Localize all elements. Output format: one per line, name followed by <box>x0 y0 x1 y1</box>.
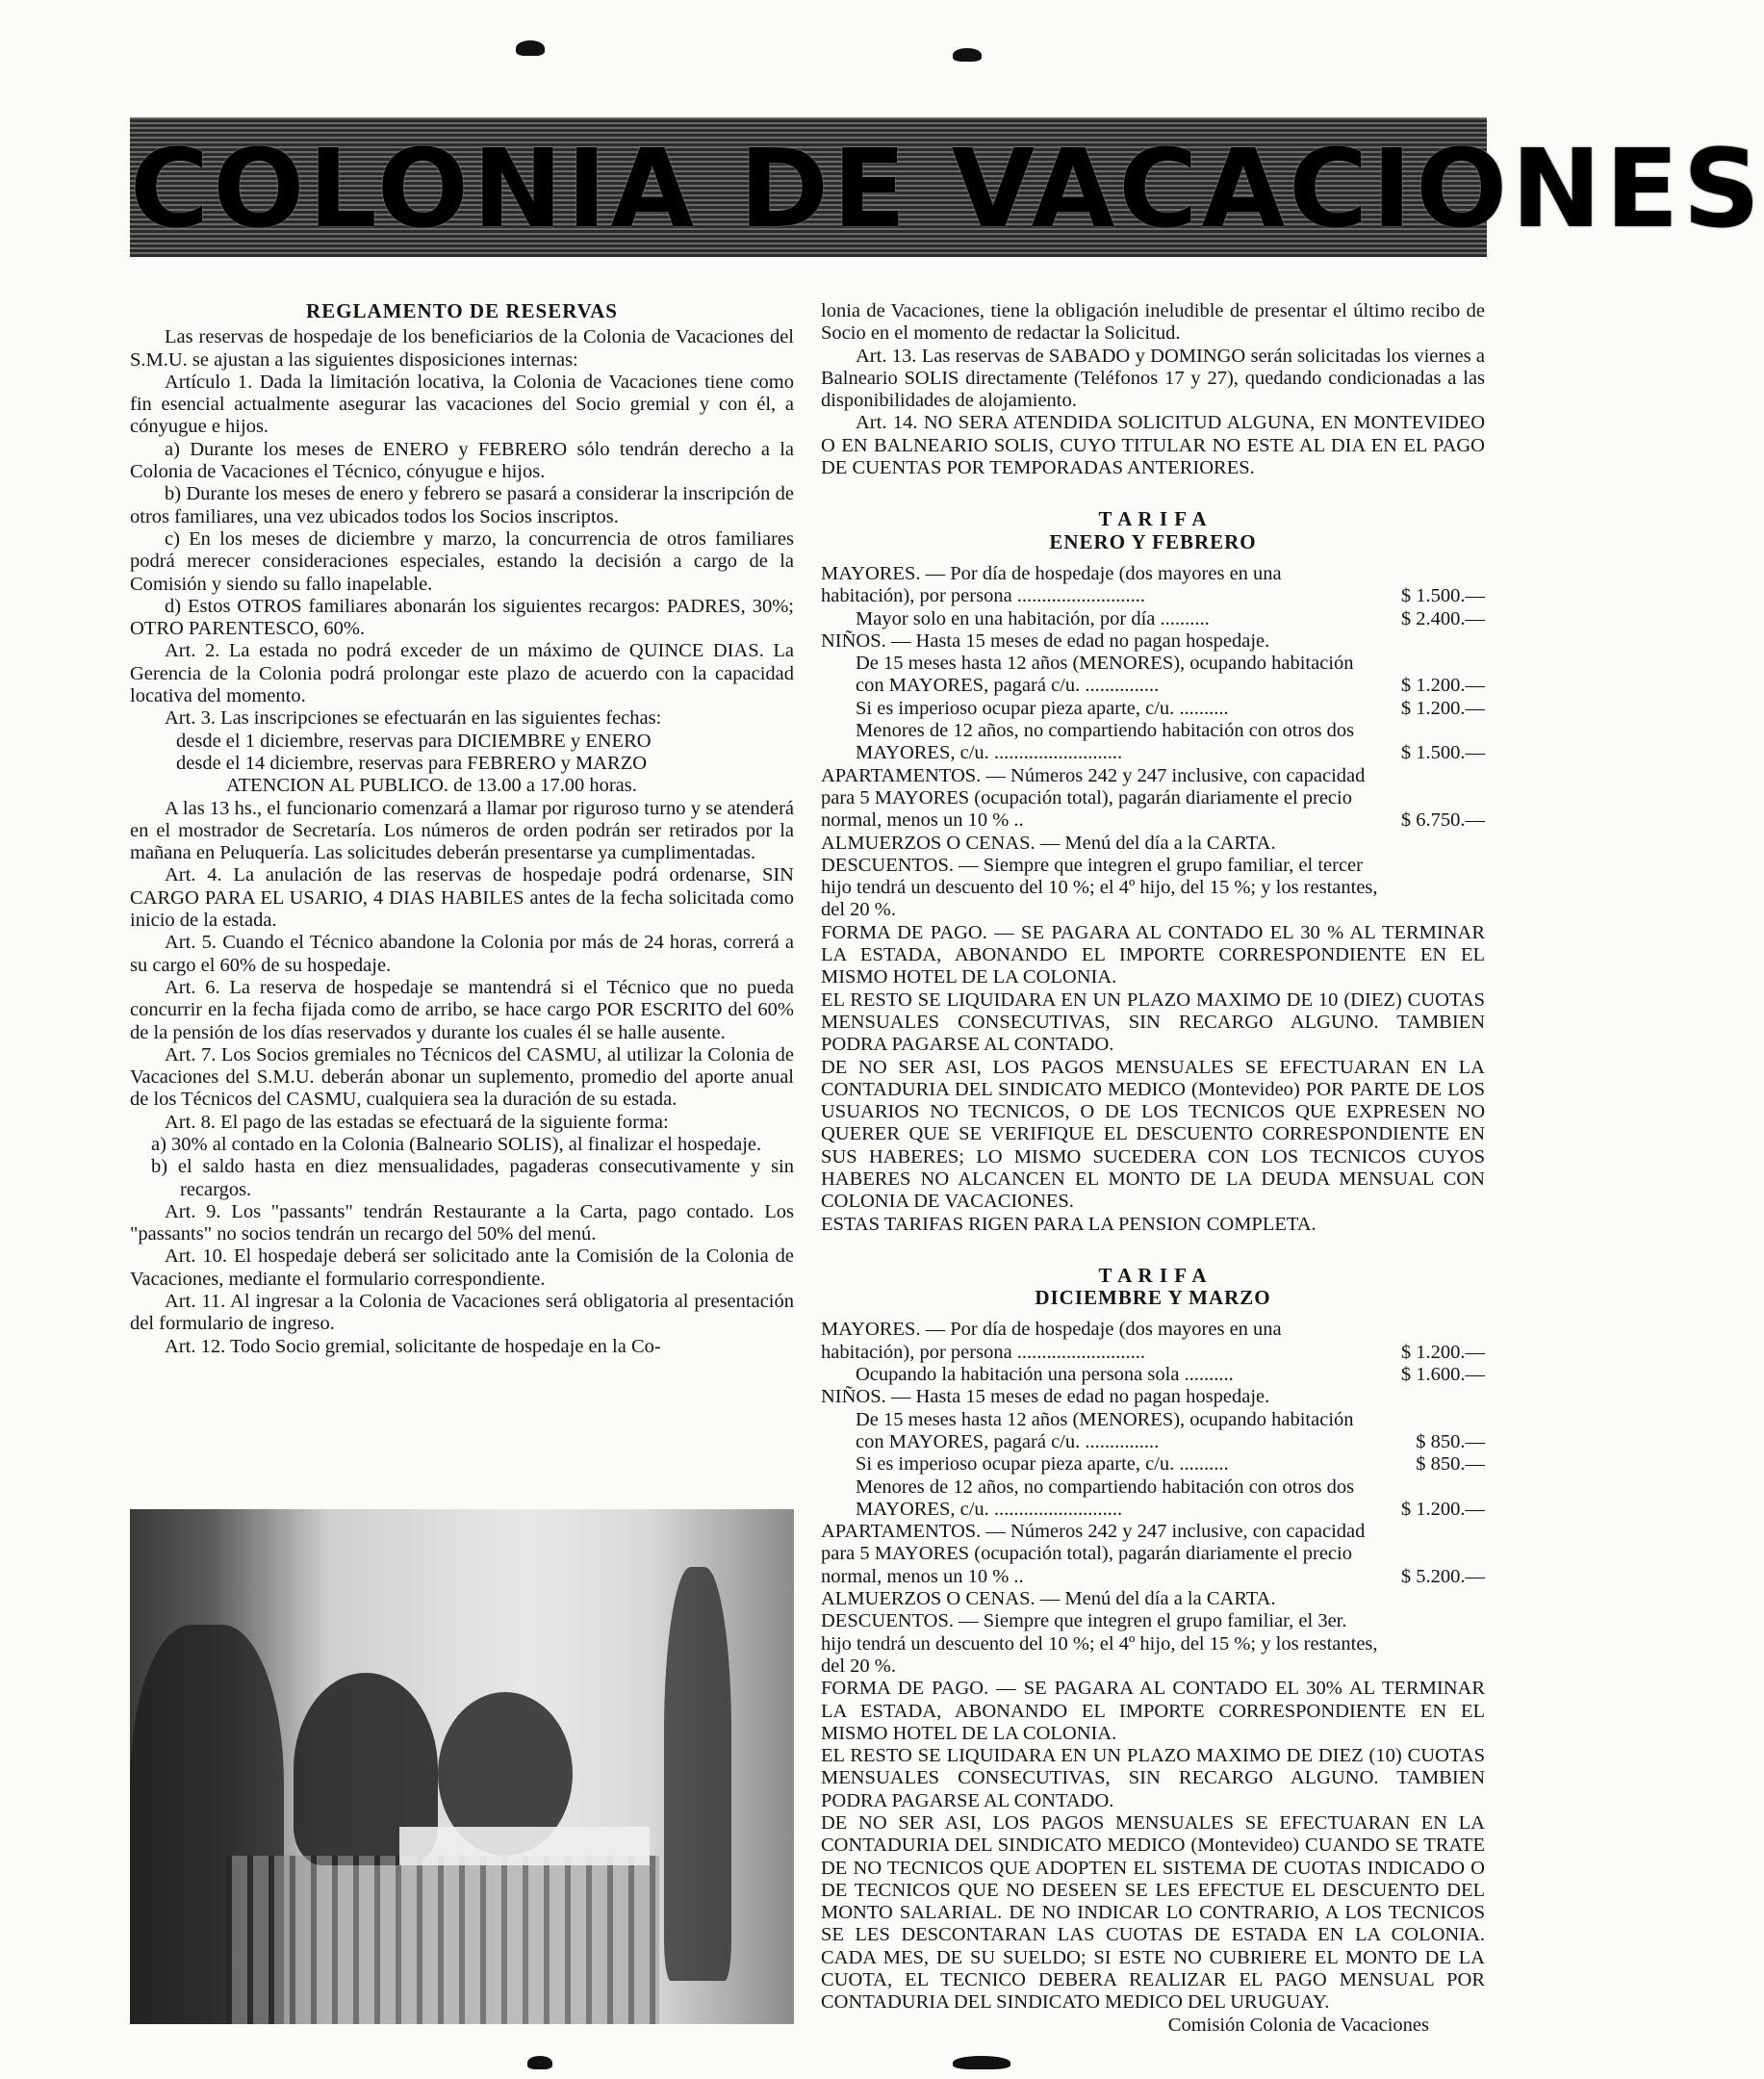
paragraph-intro: Las reservas de hospedaje de los beneficiarios de la Colonia de Vacaciones del S.M.U. se ajustan a las siguientes disposiciones internas: <box>130 326 794 371</box>
page-title: COLONIA DE VACACIONES <box>130 127 1764 252</box>
article-3-line-3: ATENCION AL PUBLICO. de 13.00 a 17.00 horas. <box>226 775 637 797</box>
article-3: Art. 3. Las inscripciones se efectuarán en las siguientes fechas: <box>165 707 662 730</box>
photo-chairs <box>226 1856 659 2024</box>
tariff-1-row-ninos: NIÑOS. — Hasta 15 meses de edad no pagan hospedaje. <box>821 629 1270 652</box>
tariff-1-payment-2: EL RESTO SE LIQUIDARA EN UN PLAZO MAXIMO DE 10 (DIEZ) CUOTAS MENSUALES CONSECUTIVAS, SIN RECARGO ALGUNO. TAMBIEN PODRA PAGARSE AL CONTADO. <box>821 988 1485 1056</box>
tariff-2-row-almuerzos: ALMUERZOS O CENAS. — Menú del día a la CARTA. <box>821 1588 1276 1610</box>
tariff-1-subtitle: ENERO Y FEBRERO <box>1049 529 1257 553</box>
article-3-line-2: desde el 14 diciembre, reservas para FEBRERO y MARZO <box>176 752 648 774</box>
tariff-2-payment-3: DE NO SER ASI, LOS PAGOS MENSUALES SE EFECTUARAN EN LA CONTADURIA DEL SINDICATO MEDICO (Montevideo) CUANDO SE TRATE DE NO TECNICOS QUE ADOPTEN EL SISTEMA DE CUOTAS INDICADO O DE TECNICOS QUE NO DESEEN SE LES EFECTUE EL DESCUENTO DEL MONTO SALARIAL. DE NO INDICAR LO CONTRARIO, A LOS TECNICOS SE LES DESCONTARAN LAS CUOTAS DE ESTADA EN LA COLONIA. CADA MES, DE SU SUELDO; SI ESTE NO CUBRIERE EL MONTO DE LA CUOTA, EL TECNICO DEBERA REALIZAR EL PAGO MENSUAL POR CONTADURIA DEL SINDICATO MEDICO DEL URUGUAY. <box>821 1812 1485 2014</box>
tariff-2-row-menores: De 15 meses hasta 12 años (MENORES), ocupando habitación con MAYORES, pagará c/u. ............... $ 850.— <box>856 1408 1485 1452</box>
article-3-detail: A las 13 hs., el funcionario comenzará a llamar por riguroso turno y se atenderá en el mostrador de Secretaría. Los números de orden podrán ser retirados por la mañana en Peluquería. Las solicitudes deberán presentarse ya cumplimentadas. <box>130 797 794 864</box>
article-2: Art. 2. La estada no podrá exceder de un máximo de QUINCE DIAS. La Gerencia de la Colonia podrá prolongar este plazo de acuerdo con la capacidad locativa del momento. <box>130 640 794 707</box>
article-14: Art. 14. NO SERA ATENDIDA SOLICITUD ALGUNA, EN MONTEVIDEO O EN BALNEARIO SOLIS, CUYO TITULAR NO ESTE AL DIA EN EL PAGO DE CUENTAS POR TEMPORADAS ANTERIORES. <box>821 412 1485 479</box>
article-1c: c) En los meses de diciembre y marzo, la concurrencia de otros familiares podrá merecer consideraciones especiales, estando la decisión a cargo de la Comisión y siendo su fallo inapelable. <box>130 527 794 595</box>
tariff-1-row-almuerzos: ALMUERZOS O CENAS. — Menú del día a la CARTA. <box>821 832 1276 854</box>
article-13: Art. 13. Las reservas de SABADO y DOMINGO serán solicitadas los viernes a Balneario SOLIS directamente (Teléfonos 17 y 27), quedando condicionadas a las disponibilidades de alojamiento. <box>821 345 1485 412</box>
tariff-1-payment-1: FORMA DE PAGO. — SE PAGARA AL CONTADO EL 30 % AL TERMINAR LA ESTADA, ABONANDO EL IMPORTE CORRESPONDIENTE EN EL MISMO HOTEL DE LA COLONIA. <box>821 921 1485 988</box>
article-10: Art. 10. El hospedaje deberá ser solicitado ante la Comisión de la Colonia de Vacaciones, mediante el formulario correspondiente. <box>130 1245 794 1290</box>
section-heading: REGLAMENTO DE RESERVAS <box>306 299 618 322</box>
tariff-2-title: T A R I F A <box>1098 1263 1208 1287</box>
tariff-2-row-menores-12: Menores de 12 años, no compartiendo habitación con otros dos MAYORES, c/u. .......................... $ 1.200.— <box>856 1476 1485 1520</box>
article-7: Art. 7. Los Socios gremiales no Técnicos del CASMU, al utilizar la Colonia de Vacaciones del S.M.U. deberán abonar un suplemento, promedio del aporte anual de los Técnicos del CASMU, cualquiera sea la duración de su estada. <box>130 1043 794 1111</box>
tariff-2-row-ninos: NIÑOS. — Hasta 15 meses de edad no pagan hospedaje. <box>821 1386 1270 1408</box>
article-8a: a) 30% al contado en la Colonia (Balneario SOLIS), al finalizar el hospedaje. <box>151 1133 762 1155</box>
signature: Comisión Colonia de Vacaciones <box>1167 2014 1429 2036</box>
tariff-2-row-apartamentos: APARTAMENTOS. — Números 242 y 247 inclusive, con capacidad para 5 MAYORES (ocupación total), pagarán diariamente el precio normal, menos un 10 % .. $ 5.200.— <box>821 1521 1485 1587</box>
article-11: Art. 11. Al ingresar a la Colonia de Vacaciones será obligatoria al presentación del formulario de ingreso. <box>130 1291 794 1335</box>
article-12-continued: lonia de Vacaciones, tiene la obligación ineludible de presentar el último recibo de Socio en el momento de redactar la Solicitud. <box>821 300 1485 345</box>
article-3-line-1: desde el 1 diciembre, reservas para DICIEMBRE y ENERO <box>176 730 652 752</box>
scan-mark-bottom-right <box>953 2056 1010 2069</box>
article-6: Art. 6. La reserva de hospedaje se mantendrá si el Técnico que no pueda concurrir en la fecha fijada como de arribo, se hace cargo POR ESCRITO del 60% de la pensión de los días reservados y durante los cuales él se halle ausente. <box>130 976 794 1043</box>
article-1a: a) Durante los meses de ENERO y FEBRERO sólo tendrán derecho a la Colonia de Vacaciones el Técnico, cónyugue e hijos. <box>130 438 794 483</box>
article-1d: d) Estos OTROS familiares abonarán los siguientes recargos: PADRES, 30%; OTRO PARENTESCO, 60%. <box>130 595 794 640</box>
photo-figure-standing <box>664 1567 731 1981</box>
article-5: Art. 5. Cuando el Técnico abandone la Colonia por más de 24 horas, correrá a su cargo el 60% de su hospedaje. <box>130 932 794 976</box>
tariff-1-row-menores: De 15 meses hasta 12 años (MENORES), ocupando habitación con MAYORES, pagará c/u. ............... $ 1.200.— <box>856 653 1485 697</box>
right-column <box>821 300 1485 2037</box>
tariff-1-row-pieza-aparte: Si es imperioso ocupar pieza aparte, c/u. .......... $ 1.200.— <box>856 697 1485 719</box>
tariff-2-row-persona-sola: Ocupando la habitación una persona sola .......... $ 1.600.— <box>856 1364 1485 1386</box>
article-1: Artículo 1. Dada la limitación locativa, la Colonia de Vacaciones tiene como fin esencial actualmente asegurar las vacaciones del Socio gremial y con él, a cónyugue e hijos. <box>130 371 794 438</box>
article-4: Art. 4. La anulación de las reservas de hospedaje podrá ordenarse, SIN CARGO PARA EL USARIO, 4 DIAS HABILES antes de la fecha solicitada como inicio de la estada. <box>130 864 794 932</box>
article-12: Art. 12. Todo Socio gremial, solicitante de hospedaje en la Co- <box>165 1335 661 1357</box>
scan-mark-top-right <box>953 48 982 62</box>
scan-mark-top-left <box>516 40 545 56</box>
article-1b: b) Durante los meses de enero y febrero se pasará a considerar la inscripción de otros familiares, una vez ubicados todos los Socios inscriptos. <box>130 483 794 527</box>
title-banner <box>130 117 1764 257</box>
tariff-1-payment-3: DE NO SER ASI, LOS PAGOS MENSUALES SE EFECTUARAN EN LA CONTADURIA DEL SINDICATO MEDICO (Montevideo) POR PARTE DE LOS USUARIOS NO TECNICOS, O DE LOS TECNICOS QUE EXPRESEN NO QUERER QUE SE VERIFIQUE EL DESCUENTO CORRESPONDIENTE EN SUS HABERES; LO MISMO SUCEDERA CON LOS TECNICOS CUYOS HABERES NO ALCANCEN EL MONTO DE LA DEUDA MENSUAL CON COLONIA DE VACACIONES. <box>821 1056 1485 1213</box>
tariff-1-payment-4: ESTAS TARIFAS RIGEN PARA LA PENSION COMPLETA. <box>821 1213 1317 1235</box>
tariff-2-payment-1: FORMA DE PAGO. — SE PAGARA AL CONTADO EL 30% AL TERMINAR LA ESTADA, ABONANDO EL IMPORTE CORRESPONDIENTE EN EL MISMO HOTEL DE LA COLONIA. <box>821 1678 1485 1744</box>
tariff-1-row-mayor-solo: Mayor solo en una habitación, por día .......... $ 2.400.— <box>856 607 1485 629</box>
tariff-1-row-descuentos: DESCUENTOS. — Siempre que integren el grupo familiar, el tercer hijo tendrá un descuento del 10 %; el 4º hijo, del 15 %; y los restantes, del 20 %. <box>821 854 1378 921</box>
photo-table <box>399 1827 650 1865</box>
tariff-1-title: T A R I F A <box>1098 507 1208 531</box>
tariff-1-row-menores-12: Menores de 12 años, no compartiendo habitación con otros dos MAYORES, c/u. .......................... $ 1.500.— <box>856 720 1485 764</box>
article-8: Art. 8. El pago de las estadas se efectuará de la siguiente forma: <box>165 1111 669 1133</box>
article-9: Art. 9. Los "passants" tendrán Restaurante a la Carta, pago contado. Los "passants" no socios tendrán un recargo del 50% del menú. <box>130 1200 794 1245</box>
tariff-2-payment-2: EL RESTO SE LIQUIDARA EN UN PLAZO MAXIMO DE DIEZ (10) CUOTAS MENSUALES CONSECUTIVAS, SIN RECARGO ALGUNO. TAMBIEN PODRA PAGARSE AL CONTADO. <box>821 1745 1485 1811</box>
photo-guests-at-table <box>130 1509 794 2024</box>
scan-mark-bottom-left <box>527 2056 552 2069</box>
tariff-2-row-pieza-aparte: Si es imperioso ocupar pieza aparte, c/u. .......... $ 850.— <box>856 1453 1485 1476</box>
tariff-2-row-descuentos: DESCUENTOS. — Siempre que integren el grupo familiar, el 3er. hijo tendrá un descuento del 10 %; el 4º hijo, del 15 %; y los restantes, del 20 %. <box>821 1610 1378 1677</box>
left-column <box>130 300 794 1358</box>
tariff-2-subtitle: DICIEMBRE Y MARZO <box>1035 1286 1271 1310</box>
tariff-2-row-mayores: MAYORES. — Por día de hospedaje (dos mayores en una habitación), por persona .......................... $ 1.200.— <box>821 1319 1485 1363</box>
tariff-1-row-apartamentos: APARTAMENTOS. — Números 242 y 247 inclusive, con capacidad para 5 MAYORES (ocupación total), pagarán diariamente el precio normal, menos un 10 % .. $ 6.750.— <box>821 764 1485 832</box>
article-8b: b) el saldo hasta en diez mensualidades, pagaderas consecutivamente y sin recargos. <box>151 1156 794 1200</box>
tariff-1-row-mayores: MAYORES. — Por día de hospedaje (dos mayores en una habitación), por persona .......................... $ 1.500.— <box>821 562 1485 607</box>
